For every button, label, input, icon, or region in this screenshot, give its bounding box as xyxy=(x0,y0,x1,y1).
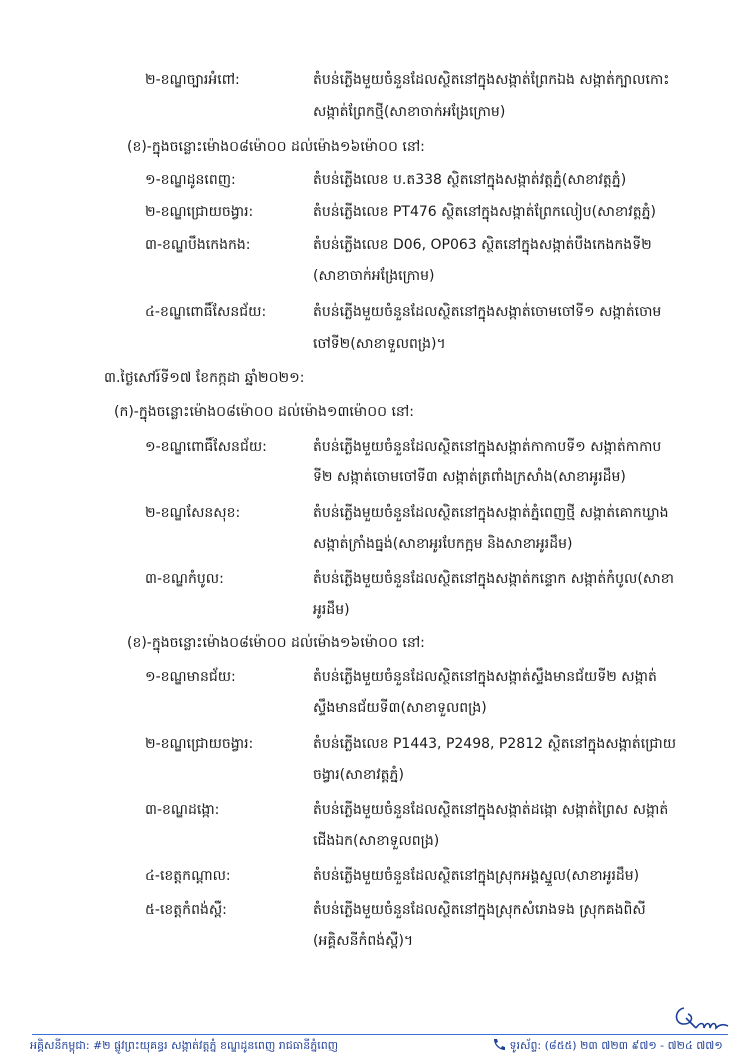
item-text-line: តំបន់ភ្លើងលេខ ប.ត338 ស្ថិតនៅក្នុងសង្កាត់វត្តភ្នំ(សាខាវត្តភ្នំ) xyxy=(313,172,627,188)
item-label: ៤-ខេត្តកណ្តាល: xyxy=(145,868,231,884)
item-text-line: តំបន់ភ្លើងលេខ D06, OP063 ស្ថិតនៅក្នុងសង្កាត់បឹងកេងកងទី២ xyxy=(313,237,652,253)
item-text-line: អូរដឹម) xyxy=(313,602,350,618)
item-label: ១-ខណ្ឌមានជ័យ: xyxy=(145,669,236,685)
item-text-line: តំបន់ភ្លើងមួយចំនួនដែលស្ថិតនៅក្នុងសង្កាត់ដង្កោ សង្កាត់ព្រៃស សង្កាត់ xyxy=(313,802,669,818)
item-text-line: តំបន់ភ្លើងមួយចំនួនដែលស្ថិតនៅក្នុងសង្កាត់ភ្នំពេញថ្មី សង្កាត់គោកឃ្លាង xyxy=(313,505,669,521)
footer-phone-text: ទូរស័ព្ទ: (៨៥៥) ២៣ ៧២៣ ៩៧១ - ៧២៤ ៧៧១ xyxy=(509,1039,723,1052)
item-label: ២-ខណ្ឌច្បារអំពៅ: xyxy=(145,72,240,88)
item-text-line: (សាខាចាក់អង្រែក្រោម) xyxy=(313,268,435,284)
item-text-line: តំបន់ភ្លើងមួយចំនួនដែលស្ថិតនៅក្នុងសង្កាត់ស្ទឹងមានជ័យទី២ សង្កាត់ xyxy=(313,669,657,685)
item-text-line: តំបន់ភ្លើងមួយចំនួនដែលស្ថិតនៅក្នុងស្រុកសំរោងទង ស្រុកគងពិសី xyxy=(313,902,646,918)
item-label: ៣-ខណ្ឌដង្កោ: xyxy=(145,802,220,818)
item-label: ២-ខណ្ឌសែនសុខ: xyxy=(145,505,241,521)
footer-address: អគ្គិសនីកម្ពុជា: #២ ផ្លូវព្រះយុគន្ធរ សង្កាត់វត្តភ្នំ ខណ្ឌដូនពេញ រាជធានីភ្នំពេញ xyxy=(30,1039,339,1052)
item-text-line: ជើងឯក(សាខាទួលពង្រ) xyxy=(313,833,440,849)
footer-rule xyxy=(32,1034,728,1035)
item-label: ៣-ខណ្ឌកំបូល: xyxy=(145,571,224,587)
section-heading-b1: (ខ)-ក្នុងចន្លោះម៉ោង០៨ម៉ោ០០ ដល់ម៉ោង១៦ម៉ោ០០ នៅ: xyxy=(127,139,425,155)
item-label: ៥-ខេត្តកំពង់ស្ពឺ: xyxy=(145,902,227,918)
item-text-line: (អគ្គិសនីកំពង់ស្ពឺ)។ xyxy=(313,933,414,949)
section-heading-a: (ក)-ក្នុងចន្លោះម៉ោង០៨ម៉ោ០០ ដល់ម៉ោង១៣ម៉ោ០០ នៅ: xyxy=(114,404,414,420)
item-text-line: តំបន់ភ្លើងមួយចំនួនដែលស្ថិតនៅក្នុងស្រុកអង្គស្នួល(សាខាអូរដឹម) xyxy=(313,868,640,884)
item-text-line: តំបន់ភ្លើងមួយចំនួនដែលស្ថិតនៅក្នុងសង្កាត់ព្រែកឯង សង្កាត់ក្បាលកោះ xyxy=(313,72,670,88)
section-heading-b2: (ខ)-ក្នុងចន្លោះម៉ោង០៨ម៉ោ០០ ដល់ម៉ោង១៦ម៉ោ០០ នៅ: xyxy=(127,635,425,651)
item-label: ១-ខណ្ឌដូនពេញ: xyxy=(145,172,236,188)
item-text-line: តំបន់ភ្លើងលេខ PT476 ស្ថិតនៅក្នុងសង្កាត់ព្រែកលៀប(សាខាវត្តភ្នំ) xyxy=(313,204,656,220)
item-text-line: សង្កាត់ក្រាំងធ្នង់(សាខាអូរបែកក្អម និងសាខាអូរដឹម) xyxy=(313,536,573,552)
item-label: ៤-ខណ្ឌពោធិ៍សែនជ័យ: xyxy=(145,304,267,320)
phone-icon xyxy=(492,1038,506,1051)
item-text-line: ទី២ សង្កាត់ចោមចៅទី៣ សង្កាត់ត្រពាំងក្រសាំង(សាខាអូរដឹម) xyxy=(313,469,626,485)
item-text-line: ចៅទី២(សាខាទួលពង្រ)។ xyxy=(313,336,446,352)
footer-phone xyxy=(492,1038,723,1054)
item-text-line: ស្ទឹងមានជ័យទី៣(សាខាទួលពង្រ) xyxy=(313,700,487,716)
item-label: ៣-ខណ្ឌបឹងកេងកង: xyxy=(145,237,251,253)
item-text-line: តំបន់ភ្លើងមួយចំនួនដែលស្ថិតនៅក្នុងសង្កាត់កន្ទោក សង្កាត់កំបូល(សាខា xyxy=(313,571,674,587)
item-label: ២-ខណ្ឌជ្រោយចង្វារ: xyxy=(145,736,254,752)
item-text-line: តំបន់ភ្លើងលេខ P1443, P2498, P2812 ស្ថិតនៅក្នុងសង្កាត់ជ្រោយ xyxy=(313,736,677,752)
item-label: ២-ខណ្ឌជ្រោយចង្វារ: xyxy=(145,204,254,220)
item-text-line: តំបន់ភ្លើងមួយចំនួនដែលស្ថិតនៅក្នុងសង្កាត់កាកាបទី១ សង្កាត់កាកាប xyxy=(313,439,662,455)
item-text-line: តំបន់ភ្លើងមួយចំនួនដែលស្ថិតនៅក្នុងសង្កាត់ចោមចៅទី១ សង្កាត់ចោម xyxy=(313,304,662,320)
handwritten-initial xyxy=(670,1002,732,1036)
item-text-line: ចង្វារ(សាខាវត្តភ្នំ) xyxy=(313,767,404,783)
day-heading: ៣.ថ្ងៃសៅរ៍ទី១៧ ខែកក្កដា ឆ្នាំ២០២១: xyxy=(104,370,305,386)
item-text-line: សង្កាត់ព្រែកថ្មី(សាខាចាក់អង្រែក្រោម) xyxy=(313,104,506,120)
item-label: ១-ខណ្ឌពោធិ៍សែនជ័យ: xyxy=(145,439,267,455)
